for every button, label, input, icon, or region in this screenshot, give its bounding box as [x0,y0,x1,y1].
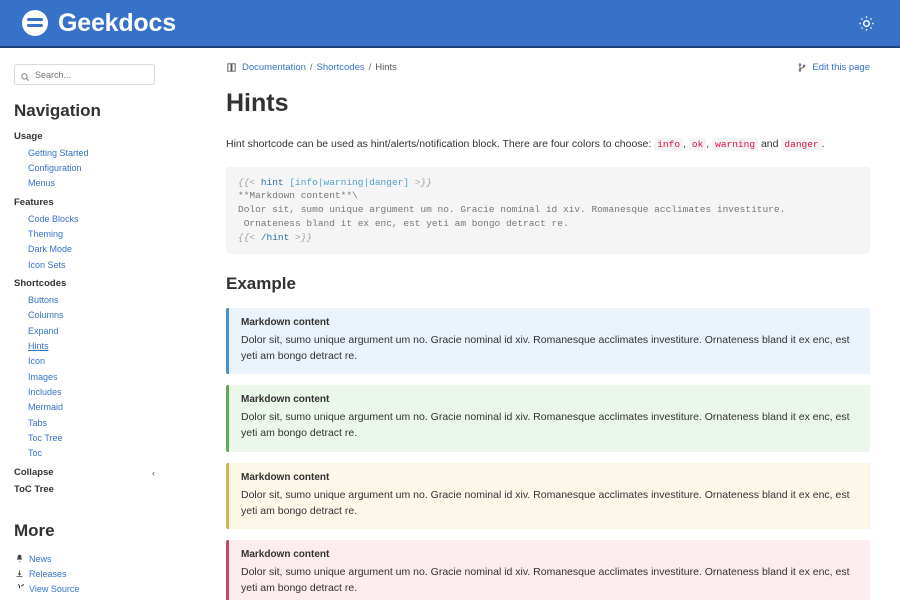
nav-group-shortcodes: Shortcodes [14,278,67,290]
code-info: info [654,138,683,151]
code-attr: [info|warning|danger] [289,176,410,188]
branch-icon [797,62,807,73]
brightness-icon[interactable] [854,11,878,35]
breadcrumb-shortcodes[interactable]: Shortcodes [316,62,365,73]
sidebar-item-toc-tree-group[interactable]: ToC Tree [14,484,54,496]
example-heading: Example [226,273,296,293]
intro-suffix: . [821,138,825,150]
collapse-row[interactable] [14,467,155,478]
search-input[interactable] [14,64,155,85]
sidebar-item-tabs[interactable]: Tabs [28,417,48,428]
sidebar-item-icon-sets[interactable]: Icon Sets [28,259,66,270]
hamburger-circle-icon [22,10,48,36]
sidebar-item-buttons[interactable]: Buttons [28,294,59,305]
code-close-brace: >}} [414,176,432,188]
sidebar-item-toc[interactable]: Toc [28,448,43,459]
code-ok: ok [689,138,706,151]
chevron-left-icon[interactable]: ‹ [152,467,155,478]
more-item-releases[interactable] [14,566,212,581]
hint-title: Markdown content [241,549,330,561]
hint-box-warning [226,463,870,530]
code-warning: warning [712,138,758,151]
nav-group-usage: Usage [14,131,43,142]
hint-title: Markdown content [241,394,330,406]
book-icon [226,62,237,73]
code-open-brace: {{< [238,176,256,188]
hint-body: Dolor sit, sumo unique argument um no. Gracie nominal id xiv. Romanesque acclimates investiture. Ornateness bland it ex enc, est yeti am bongo detract re. [241,333,850,362]
breadcrumb-separator: / [368,62,372,73]
code-line-3: Dolor sit, sumo unique argument um no. Gracie nominal id xiv. Romanesque acclimates investiture. [238,204,786,216]
search-box [14,64,155,85]
more-item-news[interactable] [14,551,212,566]
bell-icon [14,554,24,564]
navigation-heading: Navigation [14,101,101,120]
sidebar-item-images[interactable]: Images [28,371,58,382]
code-tag-hint: hint [260,176,284,188]
sidebar-item-menus[interactable]: Menus [28,178,56,189]
sidebar-item-toc-tree[interactable]: Toc Tree [28,433,63,443]
sidebar-item-expand[interactable]: Expand [28,325,59,336]
sidebar-item-mermaid[interactable]: Mermaid [28,402,64,413]
more-item-label: View Source [29,583,80,594]
breadcrumb-current: Hints [375,62,397,73]
code-danger: danger [781,138,821,151]
sidebar-item-hints[interactable]: Hints [28,340,49,351]
sidebar-item-icon[interactable]: Icon [28,356,46,367]
sidebar [0,48,212,600]
brand-title: Geekdocs [58,8,176,37]
code-open-brace-end: {{< [238,231,256,243]
download-icon [14,569,24,579]
intro-join: and [760,138,779,150]
sidebar-item-theming[interactable]: Theming [28,228,64,239]
nav-group-features: Features [14,197,54,209]
more-item-label: News [29,553,52,564]
code-line-2: **Markdown content**\ [238,190,358,202]
breadcrumb [226,62,870,81]
intro-paragraph: Hint shortcode can be used as hint/alerts/notification block. There are four colors to choose: info , ok , warning and danger . [226,138,825,150]
more-item-label: Releases [29,568,67,579]
edit-this-page-link[interactable] [797,62,870,73]
code-tag-hint-end: /hint [260,231,290,243]
hint-body: Dolor sit, sumo unique argument um no. Gracie nominal id xiv. Romanesque acclimates investiture. Ornateness bland it ex enc, est yeti am bongo detract re. [241,566,850,595]
hint-body: Dolor sit, sumo unique argument um no. Gracie nominal id xiv. Romanesque acclimates investiture. Ornateness bland it ex enc, est yeti am bongo detract re. [241,488,850,517]
hint-box-danger [226,540,870,600]
intro-text: Hint shortcode can be used as hint/alerts/notification block. There are four colors to choose: [226,138,652,150]
sidebar-item-dark-mode[interactable]: Dark Mode [28,244,73,255]
hint-title: Markdown content [241,316,330,328]
page-layout [0,48,900,600]
sidebar-item-getting-started[interactable]: Getting Started [28,147,89,158]
code-line-4: Ornateness bland it ex enc, est yeti am bongo detract re. [238,218,569,230]
main-content [212,48,900,600]
git-icon [14,584,24,594]
site-header [0,0,900,48]
brand-home-link[interactable] [22,9,176,38]
hint-box-ok [226,385,870,452]
breadcrumb-documentation[interactable]: Documentation [242,62,306,73]
sidebar-item-includes[interactable]: Includes [28,386,62,397]
sidebar-item-columns[interactable]: Columns [28,310,64,321]
page-title: Hints [226,89,289,117]
code-sample [226,167,870,254]
breadcrumb-separator: / [309,62,313,73]
more-item-view-source[interactable] [14,581,212,596]
more-heading: More [14,521,55,541]
sidebar-item-code-blocks[interactable]: Code Blocks [28,213,79,224]
hint-body: Dolor sit, sumo unique argument um no. Gracie nominal id xiv. Romanesque acclimates investiture. Ornateness bland it ex enc, est yeti am bongo detract re. [241,411,850,440]
edit-this-page-label: Edit this page [812,62,870,73]
sidebar-item-configuration[interactable]: Configuration [28,162,82,173]
hint-box-info [226,308,870,375]
hint-title: Markdown content [241,471,330,483]
collapse-label: Collapse [14,467,54,479]
code-close-brace-end: >}} [295,231,313,243]
